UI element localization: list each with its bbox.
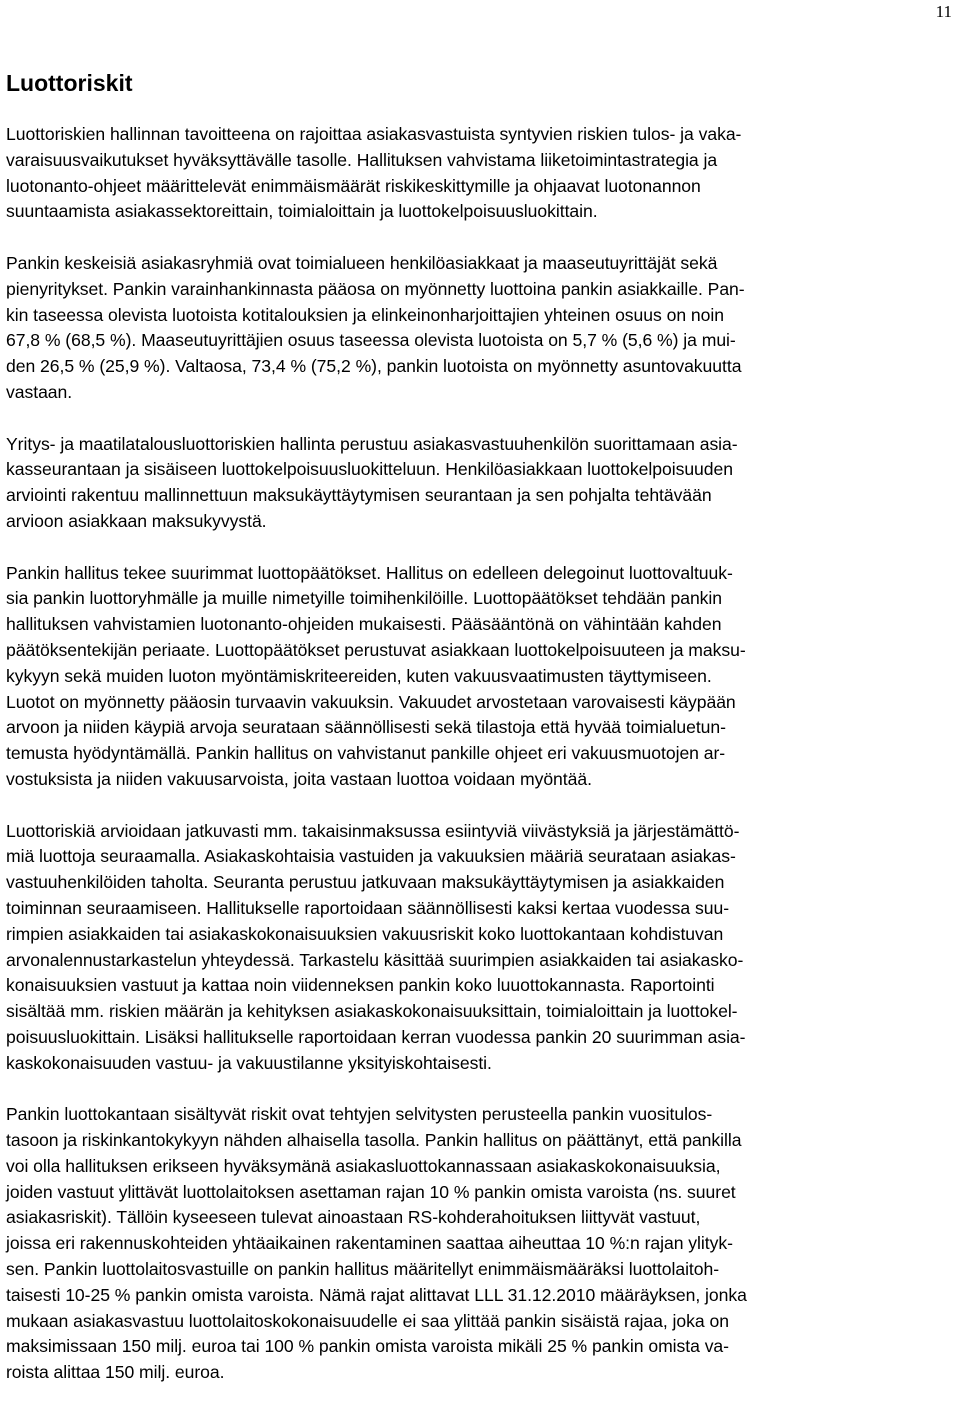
page-number: 11 — [935, 2, 952, 21]
text-line: kasseurantaan ja sisäiseen luottokelpoisuusluokitteluun. Henkilöasiakkaan luottokelpoisuuden — [6, 459, 733, 480]
text-line: miä luottoja seuraamalla. Asiakaskohtaisia vastuiden ja vakuuksien määriä seurataan asiakas- — [6, 846, 736, 867]
text-line: asiakasriskit). Tällöin kyseeseen tulevat ainoastaan RS-kohderahoituksen liittyvät vastuut, — [6, 1207, 701, 1228]
text-line: joiden vastuut ylittävät luottolaitoksen asettaman rajan 10 % pankin omista varoista (ns. suuret — [6, 1181, 736, 1202]
text-line: kin taseessa olevista luotoista kotitalouksien ja elinkeinonharjoittajien yhteinen osuus on noin — [6, 304, 724, 325]
text-line: kaskokonaisuuden vastuu- ja vakuustilanne yksityiskohtaisesti. — [6, 1052, 492, 1073]
text-line: voi olla hallituksen erikseen hyväksymänä asiakasluottokannassaan asiakaskokonaisuuksia, — [6, 1155, 721, 1176]
text-line: taisesti 10-25 % pankin omista varoista. Nämä rajat alittavat LLL 31.12.2010 määräyksen, jonka — [6, 1284, 747, 1305]
paragraph — [6, 122, 956, 225]
text-line: den 26,5 % (25,9 %). Valtaosa, 73,4 % (75,2 %), pankin luotoista on myönnetty asuntovakuutta — [6, 356, 742, 377]
text-line: mukaan asiakasvastuu luottolaitoskokonaisuudelle ei saa ylittää pankin sisäistä rajaa, joka on — [6, 1310, 729, 1331]
text-line: sen. Pankin luottolaitosvastuille on pankin hallitus määritellyt enimmäismääräksi luottolaitoh- — [6, 1259, 720, 1280]
text-line: temusta hyödyntämällä. Pankin hallitus on vahvistanut pankille ohjeet eri vakuusmuotojen ar- — [6, 743, 726, 764]
section-heading: Luottoriskit — [6, 70, 133, 96]
text-line: konaisuuksien vastuut ja kattaa noin viidenneksen pankin koko luuottokannasta. Raportointi — [6, 975, 715, 996]
text-line: sisältää mm. riskien määrän ja kehityksen asiakaskokonaisuuksittain, toimialoittain ja luottokel- — [6, 1001, 738, 1022]
paragraph — [6, 432, 956, 535]
text-line: suuntaamista asiakassektoreittain, toimialoittain ja luottokelpoisuusluokittain. — [6, 201, 598, 222]
text-line: Luottoriskien hallinnan tavoitteena on rajoittaa asiakasvastuista syntyvien riskien tulos- ja vaka- — [6, 124, 742, 144]
text-line: vastaan. — [6, 381, 73, 402]
document-body — [6, 68, 956, 1412]
text-line: joissa eri rakennuskohteiden yhtäaikainen rakentaminen saattaa aiheuttaa 10 %:n rajan ylityk- — [6, 1233, 733, 1254]
text-line: 67,8 % (68,5 %). Maaseutuyrittäjien osuus taseessa olevista luotoista on 5,7 % (5,6 %) ja mui- — [6, 330, 736, 351]
paragraph — [6, 251, 956, 406]
text-line: Pankin hallitus tekee suurimmat luottopäätökset. Hallitus on edelleen delegoinut luottovaltuuk- — [6, 562, 733, 583]
text-line: Pankin luottokantaan sisältyvät riskit ovat tehtyjen selvitysten perusteella pankin vuositulos- — [6, 1104, 713, 1125]
text-line: Pankin keskeisiä asiakasryhmiä ovat toimialueen henkilöasiakkaat ja maaseutuyrittäjät sekä — [6, 252, 718, 273]
text-line: vastuuhenkilöiden taholta. Seuranta perustuu jatkuvaan maksukäyttäytymisen ja asiakkaiden — [6, 872, 725, 893]
text-line: luotonanto-ohjeet määrittelevät enimmäismäärät riskikeskittymille ja ohjaavat luotonannon — [6, 175, 701, 196]
paragraphs-container — [6, 122, 956, 1386]
text-line: varaisuusvaikutukset hyväksyttävälle tasolle. Hallituksen vahvistama liiketoimintastrategia ja — [6, 149, 718, 170]
text-line: arviointi rakentuu mallinnettuun maksukäyttäytymisen seurantaan ja sen pohjalta tehtävään — [6, 485, 712, 506]
text-line: pienyritykset. Pankin varainhankinnasta pääosa on myönnetty luottoina pankin asiakkaille. Pan- — [6, 278, 745, 299]
text-line: sia pankin luottoryhmälle ja muille nimetyille toimihenkilöille. Luottopäätökset tehdään pankin — [6, 588, 723, 609]
text-line: päätöksentekijän periaate. Luottopäätökset perustuvat asiakkaan luottokelpoisuuteen ja maksu- — [6, 639, 746, 660]
text-line: vostuksista ja niiden vakuusarvoista, joita vastaan luottoa voidaan myöntää. — [6, 768, 592, 789]
text-line: tasoon ja riskinkantokykyyn nähden alhaisella tasolla. Pankin hallitus on päättänyt, että pankilla — [6, 1130, 742, 1151]
text-line: arvoon ja niiden käypiä arvoja seurataan säännöllisesti sekä tilastoja että hyvää toimialuetun- — [6, 717, 726, 738]
text-line: maksimissaan 150 milj. euroa tai 100 % pankin omista varoista mikäli 25 % pankin omista va- — [6, 1336, 729, 1357]
paragraph — [6, 561, 956, 793]
text-line: poisuusluokittain. Lisäksi hallitukselle raportoidaan kerran vuodessa pankin 20 suurimman asia- — [6, 1026, 746, 1047]
text-line: kykyyn sekä muiden luoton myöntämiskriteereiden, kuten vakuusvaatimusten täyttymiseen. — [6, 665, 712, 686]
text-line: toiminnan seuraamiseen. Hallitukselle raportoidaan säännöllisesti kaksi kertaa vuodessa suu- — [6, 897, 729, 918]
text-line: hallituksen vahvistamien luotonanto-ohjeiden mukaisesti. Pääsääntönä on vähintään kahden — [6, 614, 722, 635]
text-line: roista alittaa 150 milj. euroa. — [6, 1362, 225, 1383]
paragraph — [6, 819, 956, 1077]
paragraph — [6, 1102, 956, 1386]
text-line: Yritys- ja maatilatalousluottoriskien hallinta perustuu asiakasvastuuhenkilön suorittamaan asia- — [6, 433, 738, 454]
text-line: Luottoriskiä arvioidaan jatkuvasti mm. takaisinmaksussa esiintyviä viivästyksiä ja järjestämättö- — [6, 820, 740, 841]
text-line: Luotot on myönnetty pääosin turvaavin vakuuksin. Vakuudet arvostetaan varovaisesti käypään — [6, 691, 736, 712]
text-line: arvonalennustarkastelun yhteydessä. Tarkastelu käsittää suurimpien asiakkaiden tai asiakasko- — [6, 949, 744, 970]
text-line: rimpien asiakkaiden tai asiakaskokonaisuuksien vakuusriskit koko luottokantaan kohdistuvan — [6, 923, 724, 944]
text-line: arvioon asiakkaan maksukyvystä. — [6, 510, 267, 531]
